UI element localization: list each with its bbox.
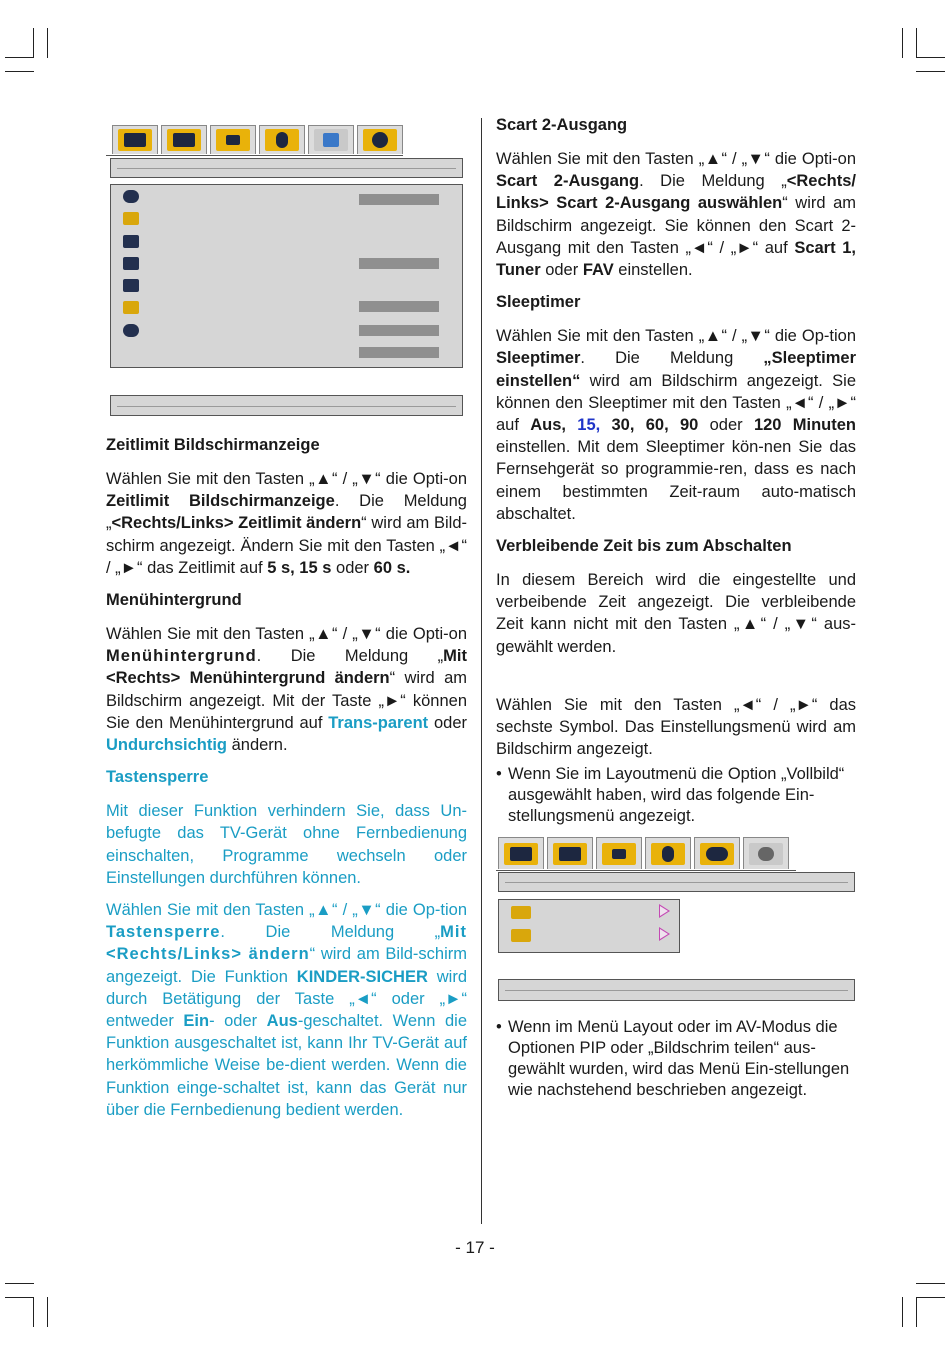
settings-icon [694, 837, 740, 869]
page-number: - 17 - [455, 1238, 495, 1257]
layout-icon [112, 125, 158, 154]
row-icon-1 [123, 190, 139, 203]
section-title-menu-background: Menühintergrund [106, 591, 242, 610]
paragraph-menu-background: Wählen Sie mit den Tasten „▲“ / „▼“ die Opti-on Menühintergrund. Die Meldung „Mit <Rechts> Menühintergrund ändern“ wird am Bildschirm angezeigt. Mit der Taste „►“ können Sie den Menühintergrund auf Trans-parent oder Undurchsichtig ändern. [106, 625, 468, 755]
section-title-remaining-time: Verbleibende Zeit bis zum Abschalten [496, 537, 792, 556]
row-value-bar [359, 301, 439, 312]
paragraph-sleeptimer: Wählen Sie mit den Tasten „▲“ / „▼“ die Op-tion Sleeptimer. Die Meldung „Sleeptimer einstellen“ wird am Bildschirm angezeigt. Sie können den Sleeptimer mit den Tasten „◄“ / „►“ auf Aus, 15, 30, 60, 90 oder 120 Minuten einstellen. Mit dem Sleeptimer kön-nen Sie das Fernsehgerät so programmie-ren, dass es nach einem bestimmten Zeit-raum auto-matisch abschaltet. [496, 327, 856, 523]
paragraph-key-lock-intro: Mit dieser Funktion verhindern Sie, dass Un-befugte das TV-Gerät ohne Fernbedienung einschalten, Programme wechseln oder Einstellungen durchführen können. [106, 802, 467, 887]
section-title-scart2: Scart 2-Ausgang [496, 116, 628, 134]
screen-format-icon [596, 837, 642, 869]
settings-icon [308, 125, 354, 154]
settings-menu-screenshot-2 [496, 837, 856, 1007]
section-title-key-lock: Tastensperre [106, 768, 209, 787]
crop-mark [5, 57, 34, 58]
bullet-list-1 [496, 764, 856, 827]
crop-mark [33, 1297, 34, 1327]
crop-mark [916, 1297, 917, 1327]
menu-status-bar [498, 979, 855, 1001]
menu-options-panel [498, 899, 680, 953]
row-icon-6 [123, 301, 139, 314]
bullet-fullscreen-layout: • Wenn Sie im Layoutmenü die Option „Vollbild“ ausgewählt haben, wird das folgende Ein-stellungsmenü angezeigt. [496, 764, 856, 827]
row-value-bar [359, 194, 439, 205]
crop-mark [902, 1297, 903, 1327]
bullet-pip-layout: • Wenn im Menü Layout oder im AV-Modus die Optionen PIP oder „Bildschrim teilen“ aus-gewählt wurden, wird das Menü Ein-stellungen wie nachstehend beschrieben angezeigt. [496, 1017, 856, 1101]
row-icon-5 [123, 279, 139, 292]
crop-mark [5, 1297, 34, 1298]
layout-icon [498, 837, 544, 869]
source-icon [357, 125, 403, 154]
paragraph-key-lock-usage: Wählen Sie mit den Tasten „▲“ / „▼“ die Op-tion Tastensperre. Die Meldung „Mit <Rechts/Links> ändern“ wird am Bild-schirm angezeigt. Die Funktion KINDER-SICHER wird durch Betätigung der Taste „◄“ oder „►“ entweder Ein- oder Aus-geschaltet. Wenn die Funktion ausgeschaltet ist, kann Ihr TV-Gerät auf herkömmliche Weise be-dient werden. Wenn die Funktion einge-schaltet ist, kann das Gerät nur über die Fernbedienung bedient werden. [106, 901, 467, 1119]
row-icon-4 [123, 257, 139, 270]
crop-mark [916, 1297, 945, 1298]
sound-icon [645, 837, 691, 869]
picture-icon [161, 125, 207, 154]
paragraph-remaining-time: In diesem Bereich wird die eingestellte und verbeibende Zeit angezeigt. Die verbleibende Zeit kann nicht mit den Tasten „▲“ / „▼“ aus-gewählt werden. [496, 571, 856, 656]
row-icon-balance [511, 929, 531, 942]
settings-menu-screenshot [106, 125, 463, 418]
paragraph-settings-menu: Wählen Sie mit den Tasten „◄“ / „►“ das sechste Symbol. Das Einstellungsmenü wird am Bildschirm angezeigt. [496, 695, 856, 759]
arrow-right-icon [659, 904, 670, 918]
bullet-list-2 [496, 1017, 856, 1101]
left-column [106, 114, 467, 1131]
picture-icon [547, 837, 593, 869]
paragraph-scart2: Wählen Sie mit den Tasten „▲“ / „▼“ die Opti-on Scart 2-Ausgang. Die Meldung „<Rechts/ Links> Scart 2-Ausgang auswählen“ wird am Bildschirm angezeigt. Sie können den Scart 2-Ausgang mit den Tasten „◄“ / „►“ auf Scart 1, Tuner oder FAV einstellen. [496, 150, 856, 280]
row-value-bar [359, 325, 439, 336]
column-divider [481, 118, 482, 1224]
crop-mark [902, 28, 903, 58]
menu-status-bar [110, 395, 463, 416]
menu-title-bar [110, 158, 463, 178]
crop-mark [5, 71, 34, 72]
section-title-osd-timeout: Zeitlimit Bildschirmanzeige [106, 436, 320, 454]
menu-tab-bar [106, 125, 403, 156]
row-value-bar [359, 347, 439, 358]
row-icon-7 [123, 324, 139, 337]
crop-mark [47, 1297, 48, 1327]
arrow-right-icon [659, 927, 670, 941]
section-title-sleeptimer: Sleeptimer [496, 293, 581, 312]
menu-tab-bar [496, 837, 796, 871]
row-icon-sound [511, 906, 531, 919]
row-icon-3 [123, 235, 139, 248]
row-value-bar [359, 258, 439, 269]
menu-options-panel [110, 184, 463, 368]
menu-title-bar [498, 872, 855, 892]
sound-icon [259, 125, 305, 154]
crop-mark [916, 28, 917, 58]
row-icon-2 [123, 212, 139, 225]
screen-format-icon [210, 125, 256, 154]
crop-mark [916, 57, 945, 58]
crop-mark [5, 1283, 34, 1284]
right-column [496, 114, 856, 1111]
crop-mark [916, 71, 945, 72]
crop-mark [33, 28, 34, 58]
source-icon [743, 837, 789, 869]
crop-mark [916, 1283, 945, 1284]
crop-mark [47, 28, 48, 58]
paragraph-osd-timeout: Wählen Sie mit den Tasten „▲“ / „▼“ die Opti-on Zeitlimit Bildschirmanzeige. Die Meldung „<Rechts/Links> Zeitlimit ändern“ wird am Bild-schirm angezeigt. Ändern Sie mit den Tasten „◄“ / „►“ das Zeitlimit auf 5 s, 15 s oder 60 s. [106, 470, 467, 577]
